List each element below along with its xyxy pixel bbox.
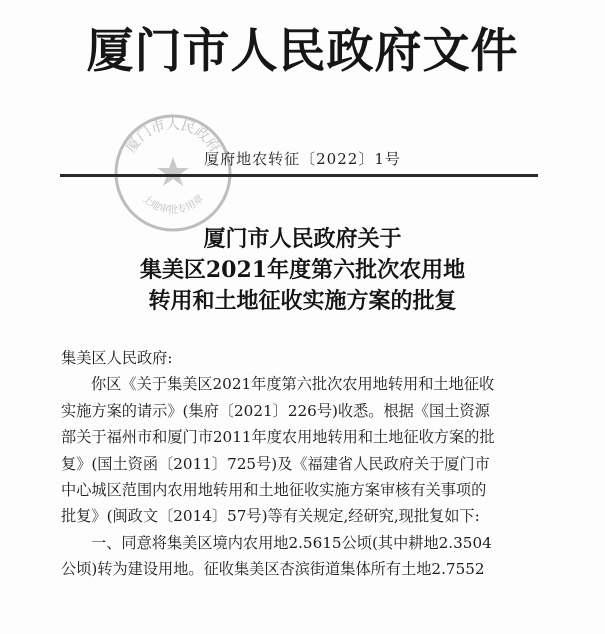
body-line: 你区《关于集美区2021年度第六批次农用地转用和土地征收 <box>91 375 495 394</box>
official-seal-icon <box>112 112 234 234</box>
body-line: 复》(国土资函〔2011〕725号)及《福建省人民政府关于厦门市 <box>61 454 490 473</box>
addressee: 集美区人民政府: <box>61 349 173 367</box>
document-number: 厦府地农转征〔2022〕1号 <box>204 150 401 168</box>
svg-text:土地审批专用章 <box>140 192 206 217</box>
body-line: 实施方案的请示》(集府〔2021〕226号)收悉。根据《国土资源 <box>61 401 490 420</box>
body-line: 批复》(闽政文〔2014〕57号)等有关规定,经研究,现批复如下: <box>61 507 480 526</box>
body-line: 公顷)转为建设用地。征收集美区杏滨街道集体所有土地2.7552 <box>61 560 485 579</box>
seal-top-text: 厦门市人民政府 <box>123 116 223 156</box>
seal-bottom-text: 土地审批专用章 <box>139 193 207 217</box>
title-line: 集美区2021年度第六批次农用地 <box>139 257 466 283</box>
header-divider <box>60 174 538 177</box>
masthead-title: 厦门市人民政府文件 <box>86 24 519 79</box>
body-line: 中心城区范围内农用地转用和土地征收实施方案审核有关事项的 <box>61 480 487 499</box>
title-line: 厦门市人民政府关于 <box>203 226 402 252</box>
body-line: 部关于福州市和厦门市2011年度农用地转用和土地征收方案的批 <box>61 428 495 447</box>
body-line: 一、同意将集美区境内农用地2.5615公顷(其中耕地2.3504 <box>91 533 492 552</box>
title-line: 转用和土地征收实施方案的批复 <box>148 288 457 314</box>
document-title <box>0 224 605 317</box>
document-body <box>61 345 551 583</box>
